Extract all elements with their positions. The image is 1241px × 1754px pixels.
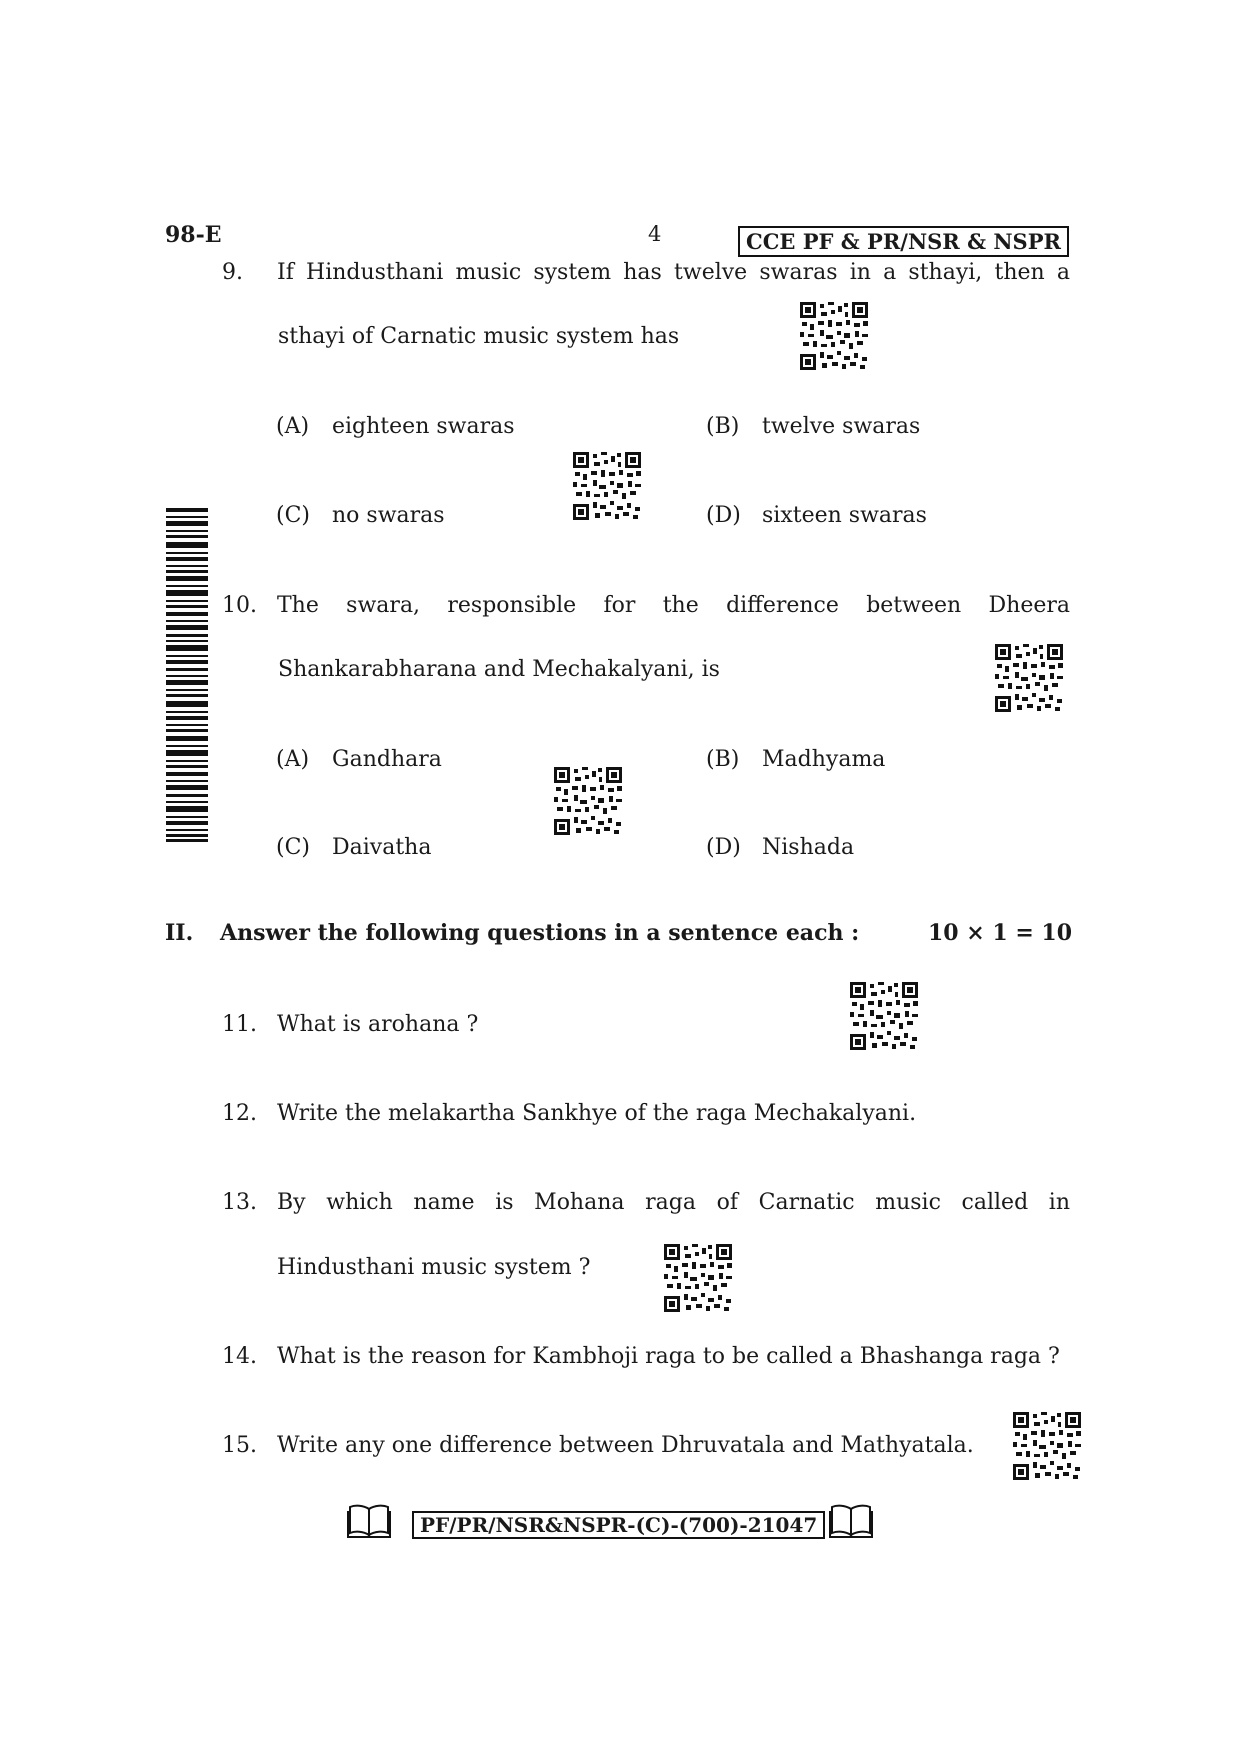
question-number: 14. bbox=[222, 1344, 257, 1369]
option-label: (A) bbox=[276, 414, 310, 439]
question-number: 15. bbox=[222, 1433, 257, 1458]
qr-code-icon bbox=[1013, 1412, 1081, 1480]
question-text-line: sthayi of Carnatic music system has bbox=[278, 324, 680, 349]
paper-code: 98-E bbox=[165, 222, 222, 248]
question-text: What is the reason for Kambhoji raga to be called a Bhashanga raga ? bbox=[277, 1344, 1060, 1369]
qr-code-icon bbox=[995, 644, 1063, 712]
option-label: (C) bbox=[276, 503, 310, 528]
question-text: The swara, responsible for the difference between Dheera bbox=[277, 593, 1070, 618]
question-number: 11. bbox=[222, 1012, 257, 1037]
qr-code-icon bbox=[800, 302, 868, 370]
option-label: (D) bbox=[706, 503, 741, 528]
question-text: By which name is Mohana raga of Carnatic music called in bbox=[277, 1190, 1070, 1215]
option-text: Madhyama bbox=[762, 747, 886, 772]
footer-code-box: PF/PR/NSR&NSPR-(C)-(700)-21047 bbox=[412, 1511, 825, 1539]
question-number: 13. bbox=[222, 1190, 257, 1215]
option-text: Daivatha bbox=[332, 835, 432, 860]
qr-code-icon bbox=[664, 1244, 732, 1312]
option-text: Nishada bbox=[762, 835, 855, 860]
option-text: no swaras bbox=[332, 503, 445, 528]
option-label: (A) bbox=[276, 747, 310, 772]
page-number: 4 bbox=[648, 222, 662, 246]
option-text: eighteen swaras bbox=[332, 414, 515, 439]
question-text: Write the melakartha Sankhye of the raga Mechakalyani. bbox=[277, 1101, 917, 1126]
option-label: (B) bbox=[706, 747, 740, 772]
question-text: If Hindusthani music system has twelve swaras in a sthayi, then a bbox=[277, 260, 1070, 285]
open-book-icon bbox=[829, 1501, 873, 1539]
section-instruction: Answer the following questions in a sentence each : bbox=[220, 920, 860, 946]
exam-title-box: CCE PF & PR/NSR & NSPR bbox=[738, 226, 1069, 257]
option-text: twelve swaras bbox=[762, 414, 921, 439]
question-number: 9. bbox=[222, 260, 243, 285]
question-text: Write any one difference between Dhruvatala and Mathyatala. bbox=[277, 1433, 974, 1458]
question-text: What is arohana ? bbox=[277, 1012, 479, 1037]
section-numeral: II. bbox=[165, 920, 194, 946]
question-text-line: Shankarabharana and Mechakalyani, is bbox=[278, 657, 720, 682]
question-text-line bbox=[277, 591, 1070, 621]
section-marks: 10 × 1 = 10 bbox=[928, 920, 1073, 946]
question-number: 12. bbox=[222, 1101, 257, 1126]
qr-code-icon bbox=[554, 767, 622, 835]
side-barcode bbox=[166, 508, 208, 842]
option-label: (D) bbox=[706, 835, 741, 860]
question-text-line: Hindusthani music system ? bbox=[277, 1255, 591, 1280]
option-label: (B) bbox=[706, 414, 740, 439]
option-label: (C) bbox=[276, 835, 310, 860]
question-number: 10. bbox=[222, 593, 257, 618]
question-text-line bbox=[277, 1188, 1070, 1218]
question-text-line bbox=[277, 258, 1070, 288]
qr-code-icon bbox=[850, 982, 918, 1050]
open-book-icon bbox=[347, 1501, 391, 1539]
option-text: Gandhara bbox=[332, 747, 442, 772]
option-text: sixteen swaras bbox=[762, 503, 927, 528]
qr-code-icon bbox=[573, 452, 641, 520]
